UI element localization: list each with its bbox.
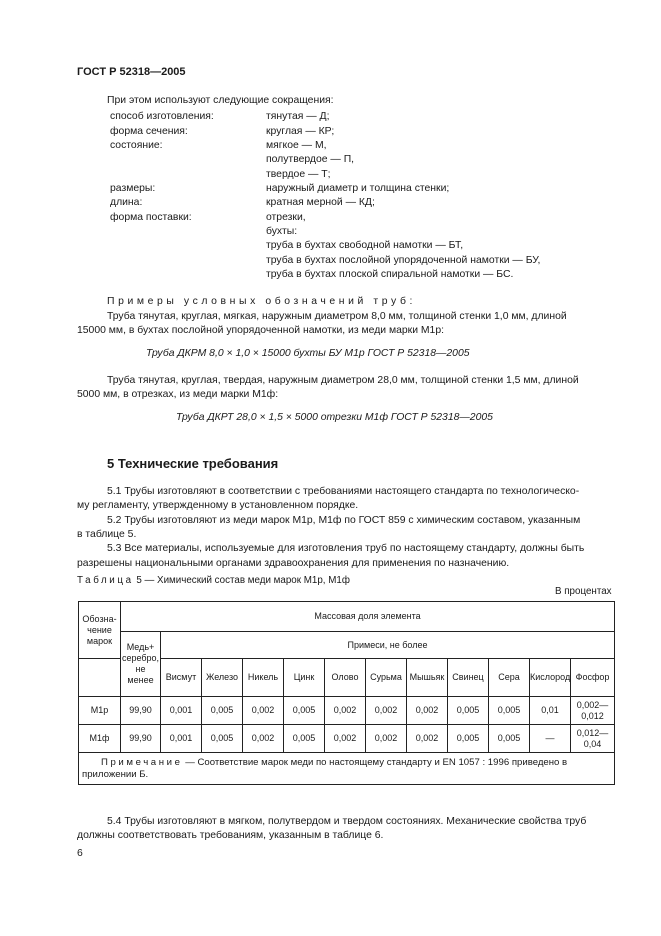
abbrev-value: твердое — Т; [266, 169, 331, 180]
abbrev-label: состояние: [110, 140, 163, 151]
paragraph-5-4-cont: должны соответствовать требованиям, указанным в таблице 6. [77, 830, 384, 841]
value-cell: 0,005 [202, 725, 243, 753]
value-cell: 0,005 [284, 697, 325, 725]
table-note-row [79, 753, 615, 785]
table-header-row [79, 602, 615, 632]
grade-header [79, 602, 121, 659]
example1-text: 15000 мм, в бухтах послойной упорядоченной намотки, из меди марки М1р: [77, 325, 444, 336]
value-cell: 0,005 [284, 725, 325, 753]
value-cell: 0,002 [325, 725, 366, 753]
value-cell: 0,001 [161, 725, 202, 753]
example1-text: Труба тянутая, круглая, мягкая, наружным диаметром 8,0 мм, толщиной стенки 1,0 мм, длиной [107, 311, 567, 322]
value-cell: 0,002 [366, 725, 407, 753]
copper-header-line: не [135, 664, 146, 674]
abbrev-label: форма сечения: [110, 126, 188, 137]
abbrev-value: круглая — КР; [266, 126, 335, 137]
section-title: 5 Технические требования [107, 456, 279, 471]
page-header: ГОСТ Р 52318—2005 [77, 66, 186, 78]
value-cell: 0,002 [366, 697, 407, 725]
grade-header-line: марок [86, 635, 113, 646]
paragraph-5-1-cont: му регламенту, утвержденному в установленном порядке. [77, 500, 359, 511]
value-cell: 0,002 [243, 725, 284, 753]
copper-cell: 99,90 [121, 697, 161, 725]
paragraph-5-3: 5.3 Все материалы, используемые для изготовления труб по настоящему стандарту, должны быть [107, 543, 585, 554]
copper-header-line: Медь+ [126, 642, 155, 652]
phosphorus-range-start: 0,012— [576, 727, 609, 738]
table-row [79, 725, 615, 753]
table-header-row [79, 632, 615, 659]
value-cell: — [530, 725, 571, 753]
element-header: Кислород [530, 659, 571, 697]
paragraph-5-1: 5.1 Трубы изготовляют в соответствии с требованиями настоящего стандарта по технологическо- [107, 486, 580, 497]
element-header: Висмут [161, 659, 202, 697]
example1-designation: Труба ДКРМ 8,0 × 1,0 × 15000 бухты БУ М1р ГОСТ Р 52318—2005 [146, 348, 470, 359]
copper-cell: 99,90 [121, 725, 161, 753]
abbrev-value: труба в бухтах послойной упорядоченной намотки — БУ, [266, 255, 541, 266]
element-header: Сера [489, 659, 530, 697]
element-header: Фосфор [571, 659, 615, 697]
table-caption [77, 574, 350, 589]
table-units: В процентах [555, 586, 612, 597]
example2-text: Труба тянутая, круглая, твердая, наружным диаметром 28,0 мм, толщиной стенки 1,5 мм, длиной [107, 375, 579, 386]
example2-text: 5000 мм, в отрезках, из меди марки М1ф: [77, 389, 279, 400]
table-caption-word: Таблица [77, 575, 134, 586]
abbrev-value: кратная мерной — КД; [266, 197, 375, 208]
phosphorus-cell [571, 697, 615, 725]
paragraph-5-2: 5.2 Трубы изготовляют из меди марок М1р, М1ф по ГОСТ 859 с химическим составом, указанным [107, 515, 581, 526]
phosphorus-cell [571, 725, 615, 753]
impurities-header: Примеси, не более [161, 632, 615, 659]
abbrev-intro: При этом используют следующие сокращения: [107, 95, 334, 106]
abbrev-value: труба в бухтах плоской спиральной намотки — БС. [266, 269, 514, 280]
abbrev-label: длина: [110, 197, 143, 208]
value-cell: 0,005 [448, 725, 489, 753]
value-cell: 0,01 [530, 697, 571, 725]
grade-cell: М1ф [79, 725, 121, 753]
examples-heading: Примеры условных обозначений труб: [107, 296, 416, 307]
element-header: Железо [202, 659, 243, 697]
copper-header [121, 632, 161, 697]
element-header: Никель [243, 659, 284, 697]
value-cell: 0,005 [489, 697, 530, 725]
value-cell: 0,001 [161, 697, 202, 725]
table-caption-rest: 5 — Химический состав меди марок М1р, М1ф [133, 575, 350, 586]
value-cell: 0,002 [407, 725, 448, 753]
paragraph-5-3-cont: разрешены национальными органами здравоохранения для применения по назначению. [77, 558, 510, 569]
abbrev-value: полутвердое — П, [266, 154, 355, 165]
abbrev-value: тянутая — Д; [266, 111, 330, 122]
abbrev-value: бухты: [266, 226, 298, 237]
value-cell: 0,002 [407, 697, 448, 725]
abbrev-label: размеры: [110, 183, 156, 194]
element-header: Олово [325, 659, 366, 697]
abbrev-value: мягкое — М, [266, 140, 327, 151]
element-header: Цинк [284, 659, 325, 697]
phosphorus-range-start: 0,002— [576, 699, 609, 710]
value-cell: 0,002 [325, 697, 366, 725]
abbrev-label: форма поставки: [110, 212, 192, 223]
paragraph-5-2-cont: в таблице 5. [77, 529, 137, 540]
abbrev-value: отрезки, [266, 212, 306, 223]
abbrev-value: труба в бухтах свободной намотки — БТ, [266, 240, 464, 251]
copper-header-line: менее [127, 675, 154, 685]
page-number: 6 [77, 848, 83, 859]
value-cell: 0,005 [489, 725, 530, 753]
table-row [79, 697, 615, 725]
chemical-composition-table [78, 601, 615, 785]
example2-designation: Труба ДКРТ 28,0 × 1,5 × 5000 отрезки М1ф ГОСТ Р 52318—2005 [176, 412, 493, 423]
abbrev-label: способ изготовления: [110, 111, 214, 122]
mass-fraction-header: Массовая доля элемента [121, 602, 615, 632]
grade-header-line: чение [87, 624, 112, 635]
copper-header-line: серебро, [121, 653, 160, 663]
grade-header-line: Обозна- [82, 613, 117, 624]
grade-header-spacer [79, 659, 121, 697]
table-note [79, 753, 615, 785]
note-label: Примечание [101, 756, 183, 768]
grade-cell: М1р [79, 697, 121, 725]
abbrev-value: наружный диаметр и толщина стенки; [266, 183, 450, 194]
element-header: Сурьма [366, 659, 407, 697]
phosphorus-range-end: 0,04 [583, 738, 602, 749]
value-cell: 0,002 [243, 697, 284, 725]
note-text-cont: приложении Б. [82, 768, 149, 780]
note-text: — Соответствие марок меди по настоящему стандарту и EN 1057 : 1996 приведено в [182, 756, 568, 768]
phosphorus-range-end: 0,012 [581, 710, 604, 721]
paragraph-5-4: 5.4 Трубы изготовляют в мягком, полутвердом и твердом состояниях. Механические свойства труб [107, 816, 587, 827]
value-cell: 0,005 [448, 697, 489, 725]
value-cell: 0,005 [202, 697, 243, 725]
element-header: Мышьяк [407, 659, 448, 697]
element-header: Свинец [448, 659, 489, 697]
